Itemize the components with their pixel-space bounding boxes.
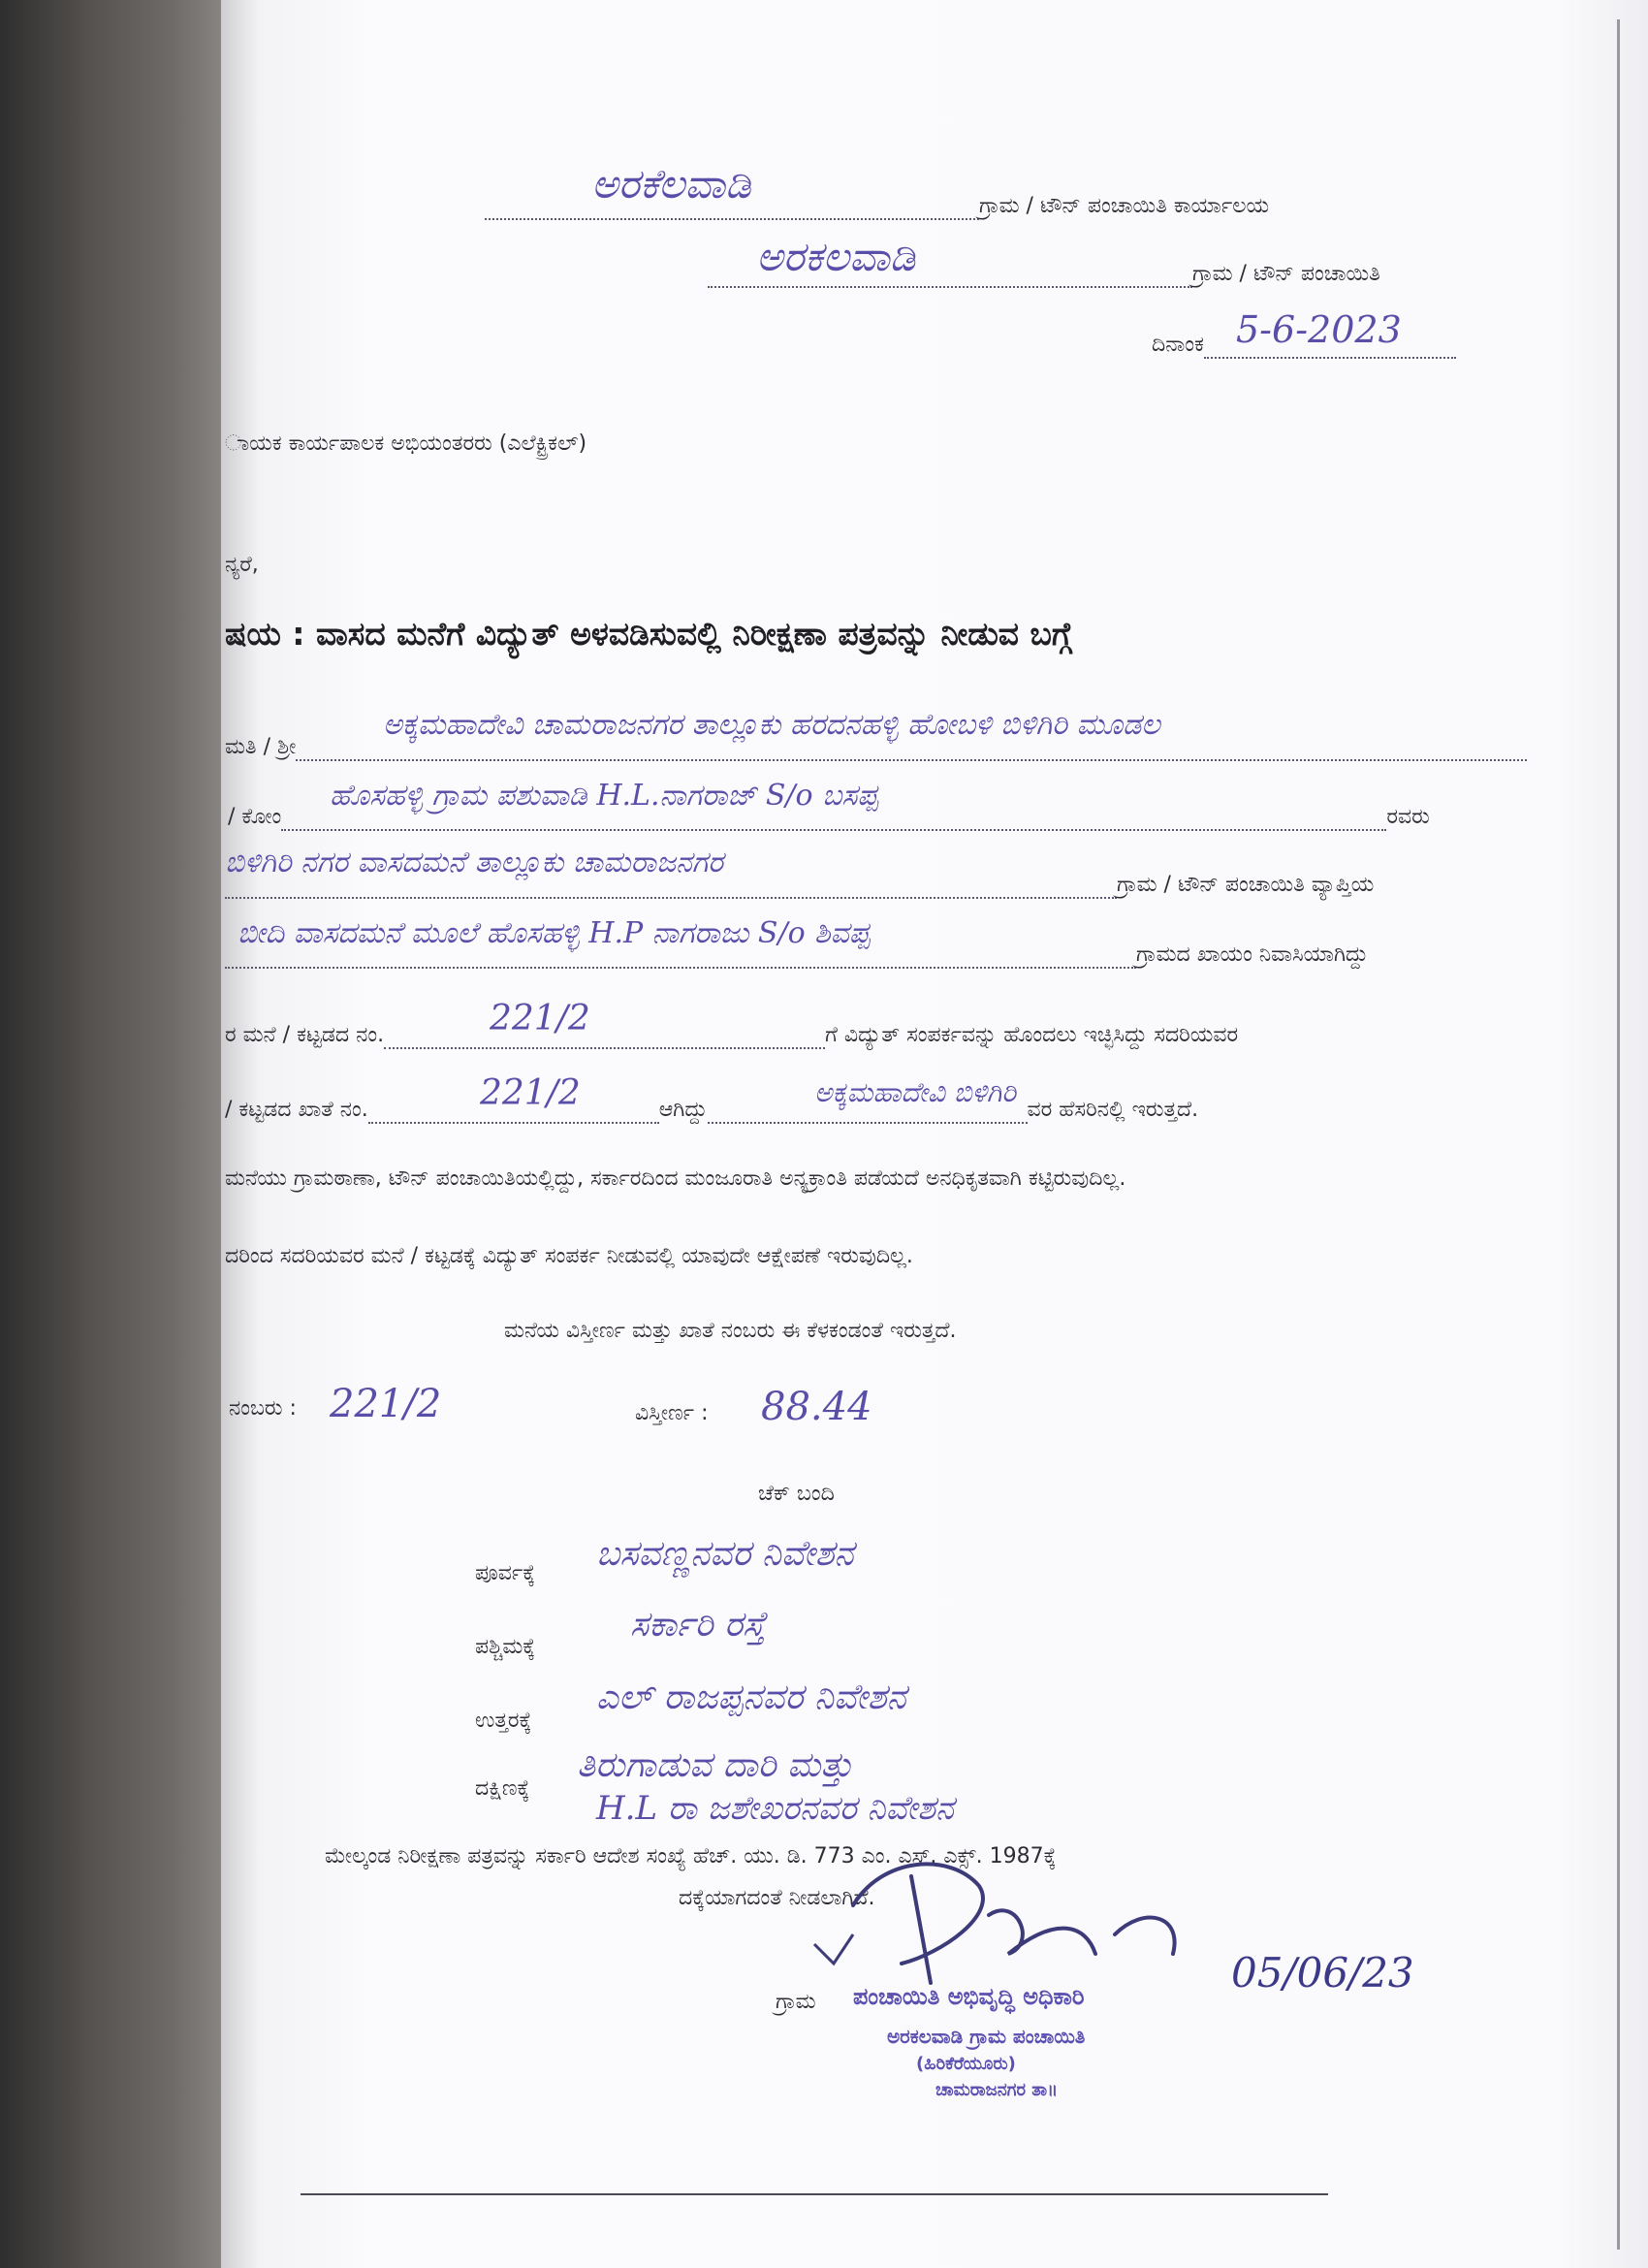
area-handwriting: 88.44 (761, 1385, 872, 1429)
body-line-6-handwriting-2: ಅಕ್ಕಮಹಾದೇವಿ ಬಿಳಿಗಿರಿ (814, 1076, 1017, 1108)
number-handwriting: 221/2 (330, 1382, 442, 1426)
salutation: ನ್ಯರೆ, (225, 553, 259, 577)
stamp-title: ಪಂಚಾಯಿತಿ ಅಭಿವೃದ್ಧಿ ಅಧಿಕಾರಿ (853, 1983, 1085, 2010)
body-line-2: / ಕೋಂ ರವರು (228, 805, 1430, 829)
closing-line-2: ದಕ್ಕೆಯಾಗದಂತೆ ನೀಡಲಾಗಿದೆ. (679, 1886, 875, 1910)
stamp-line-4: ಚಾಮರಾಜನಗರ ತಾ॥ (935, 2080, 1059, 2100)
subject: ಷಯ : ವಾಸದ ಮನೆಗೆ ವಿದ್ಯುತ್ ಅಳವಡಿಸುವಲ್ಲಿ ನಿರೀಕ್ಷಣಾ ಪತ್ರವನ್ನು ನೀಡುವ ಬಗ್ಗೆ (225, 615, 1072, 653)
area-label: ವಿಸ್ತೀರ್ಣ : (635, 1401, 709, 1425)
stamp-line-2: ಅರಕಲವಾಡಿ ಗ್ರಾಮ ಪಂಚಾಯಿತಿ (887, 2025, 1086, 2048)
office-line1-handwriting: ಅರಕೆಲವಾಡಿ (591, 160, 751, 208)
body-line-6-handwriting: 221/2 (480, 1073, 581, 1113)
office-line2-handwriting: ಅರಕಲವಾಡಿ (756, 233, 916, 280)
number-label: ನಂಬರು : (229, 1396, 297, 1421)
south-handwriting: ತಿರುಗಾಡುವ ದಾರಿ ಮತ್ತು (577, 1745, 853, 1785)
body-line-6: / ಕಟ್ಟಡದ ಖಾತೆ ನಂ. ಆಗಿದ್ದು ವರ ಹೆಸರಿನಲ್ಲಿ ಇರುತ್ತದೆ. (225, 1098, 1199, 1122)
body-line-5: ರ ಮನೆ / ಕಟ್ಟಡದ ನಂ. ಗೆ ವಿದ್ಯುತ್ ಸಂಪರ್ಕವನ್ನು ಹೊಂದಲು ಇಚ್ಛಿಸಿದ್ದು ಸದರಿಯವರ (225, 1023, 1239, 1047)
north-handwriting: ಎಲ್ ರಾಜಪ್ಪನವರ ನಿವೇಶನ (596, 1677, 906, 1717)
date-label: ದಿನಾಂಕ (1152, 333, 1204, 357)
office-line1-label: ಗ್ರಾಮ / ಟೌನ್ ಪಂಚಾಯಿತಿ ಕಾರ್ಯಾಲಯ (979, 194, 1270, 218)
east-label: ಪೂರ್ವಕ್ಕೆ (475, 1561, 536, 1585)
body-line-4: ಗ್ರಾಮದ ಖಾಯಂ ನಿವಾಸಿಯಾಗಿದ್ದು (225, 942, 1368, 969)
west-handwriting: ಸರ್ಕಾರಿ ರಸ್ತೆ (630, 1605, 766, 1645)
south-handwriting-2: H.L ರಾ ಜಶೇಖರನವರ ನಿವೇಶನ (596, 1789, 954, 1828)
bottom-rule (301, 2193, 1328, 2195)
body-line-4-handwriting: ಬೀದಿ ವಾಸದಮನೆ ಮೂಲೆ ಹೊಸಹಳ್ಳಿ H.P ನಾಗರಾಜು S/o ಶಿವಪ್ಪ (238, 916, 871, 950)
signature-date-handwriting: 05/06/23 (1231, 1949, 1414, 1996)
body-line-1: ಮತಿ / ಶ್ರೀ (225, 735, 1527, 761)
east-handwriting: ಬಸವಣ್ಣನವರ ನಿವೇಶನ (596, 1534, 854, 1574)
date-handwriting: 5-6-2023 (1236, 308, 1402, 351)
body-line-9: ಮನೆಯ ವಿಸ್ತೀರ್ಣ ಮತ್ತು ಖಾತೆ ನಂಬರು ಈ ಕೆಳಕಂಡಂತೆ ಇರುತ್ತದೆ. (504, 1319, 957, 1343)
closing-line-1: ಮೇಲ್ಕಂಡ ನಿರೀಕ್ಷಣಾ ಪತ್ರವನ್ನು ಸರ್ಕಾರಿ ಆದೇಶ ಸಂಖ್ಯೆ ಹೆಚ್. ಯು. ಡಿ. 773 ಎಂ. ಎಸ್. ಎಕ್ಸ್. 1987ಕ್ಕೆ (325, 1844, 1057, 1869)
addressee: ಾಯಕ ಕಾರ್ಯಪಾಲಕ ಅಭಿಯಂತರರು (ಎಲೆಕ್ಟ್ರಿಕಲ್) (225, 431, 587, 456)
signature-scribble (795, 1857, 1202, 1993)
stamp-line-3: (ಹಿರಿಕೆರೆಯೂರು) (916, 2054, 1016, 2074)
west-label: ಪಶ್ಚಿಮಕ್ಕೆ (475, 1635, 536, 1659)
north-label: ಉತ್ತರಕ್ಕೆ (475, 1709, 532, 1733)
body-line-3: ಗ್ರಾಮ / ಟೌನ್ ಪಂಚಾಯಿತಿ ವ್ಯಾಪ್ತಿಯ (225, 873, 1374, 899)
body-line-1-handwriting: ಅಕ್ಕಮಹಾದೇವಿ ಚಾಮರಾಜನಗರ ತಾಲ್ಲೂಕು ಹರದನಹಳ್ಳಿ ಹೋಬಳಿ ಬಿಳಿಗಿರಿ ಮೂಡಲ (383, 708, 1160, 742)
boundaries-title: ಚೆಕ್ ಬಂದಿ (758, 1482, 835, 1506)
signature-prefix: ಗ್ರಾಮ (776, 1990, 816, 2014)
binding-spine (0, 0, 228, 2268)
body-line-7: ಮನೆಯು ಗ್ರಾಮಠಾಣಾ, ಟೌನ್ ಪಂಚಾಯಿತಿಯಲ್ಲಿದ್ದು, ಸರ್ಕಾರದಿಂದ ಮಂಜೂರಾತಿ ಅನ್ಯಕ್ರಾಂತಿ ಪಡೆಯದೆ ಅನಧಿಕೃತವಾಗಿ ಕಟ್ಟಿರುವುದಿಲ್ಲ. (225, 1166, 1126, 1191)
south-label: ದಕ್ಷಿಣಕ್ಕೆ (475, 1776, 530, 1801)
body-line-8: ದರಿಂದ ಸದರಿಯವರ ಮನೆ / ಕಟ್ಟಡಕ್ಕೆ ವಿದ್ಯುತ್ ಸಂಪರ್ಕ ನೀಡುವಲ್ಲಿ ಯಾವುದೇ ಆಕ್ಷೇಪಣೆ ಇರುವುದಿಲ್ಲ. (225, 1244, 913, 1268)
body-line-2-handwriting: ಹೊಸಹಳ್ಳಿ ಗ್ರಾಮ ಪಶುವಾಡಿ H.L.ನಾಗರಾಜ್ S/o ಬಸಪ್ಪ (330, 779, 878, 813)
page-edge (1617, 19, 1620, 2250)
body-line-5-handwriting: 221/2 (490, 999, 590, 1038)
office-line2-label: ಗ್ರಾಮ / ಟೌನ್ ಪಂಚಾಯಿತಿ (1192, 262, 1380, 286)
body-line-3-handwriting: ಬಿಳಿಗಿರಿ ನಗರ ವಾಸದಮನೆ ತಾಲ್ಲೂಕು ಚಾಮರಾಜನಗರ (225, 846, 723, 879)
